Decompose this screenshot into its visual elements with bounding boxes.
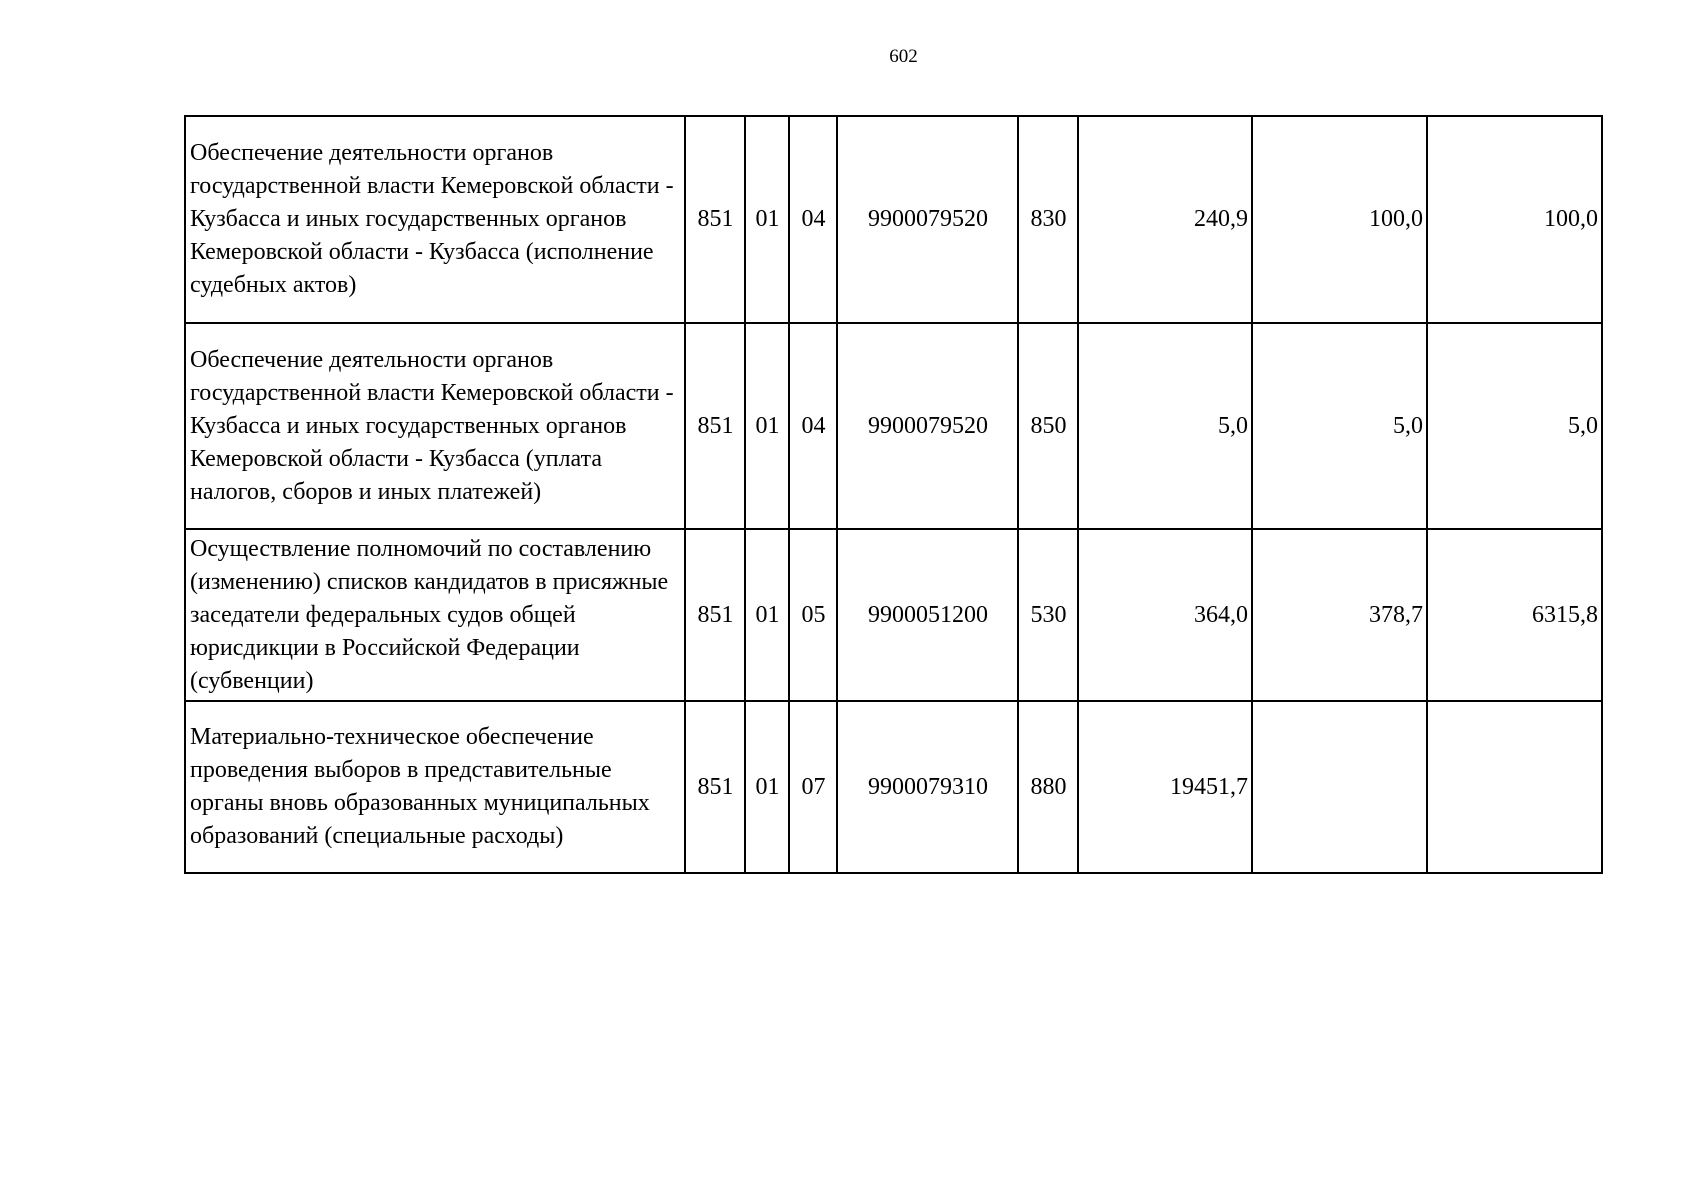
section-code: 01 — [745, 116, 789, 323]
amount-year1: 364,0 — [1078, 529, 1252, 701]
ministry-code: 851 — [685, 323, 745, 529]
subsection-code: 05 — [789, 529, 837, 701]
page-number: 602 — [889, 46, 918, 67]
amount-year2 — [1252, 701, 1427, 873]
amount-year1: 240,9 — [1078, 116, 1252, 323]
row-description: Обеспечение деятельности органов государственной власти Кемеровской области - Кузбасса и иных государственных органов Кемеровской области - Кузбасса (исполнение судебных актов) — [185, 116, 685, 323]
expense-type-code: 530 — [1018, 529, 1078, 701]
expense-type-code: 880 — [1018, 701, 1078, 873]
subsection-code: 07 — [789, 701, 837, 873]
amount-year1: 5,0 — [1078, 323, 1252, 529]
target-article-code: 9900079520 — [837, 116, 1018, 323]
amount-year3: 5,0 — [1427, 323, 1602, 529]
row-description: Материально-техническое обеспечение проведения выборов в представительные органы вновь образованных муниципальных образований (специальные расходы) — [185, 701, 685, 873]
expense-type-code: 830 — [1018, 116, 1078, 323]
target-article-code: 9900079520 — [837, 323, 1018, 529]
amount-year2: 100,0 — [1252, 116, 1427, 323]
amount-year2: 5,0 — [1252, 323, 1427, 529]
row-description: Обеспечение деятельности органов государственной власти Кемеровской области - Кузбасса и иных государственных органов Кемеровской области - Кузбасса (уплата налогов, сборов и иных платежей) — [185, 323, 685, 529]
table-row — [185, 116, 1602, 323]
budget-table — [184, 115, 1603, 874]
target-article-code: 9900051200 — [837, 529, 1018, 701]
subsection-code: 04 — [789, 323, 837, 529]
amount-year2: 378,7 — [1252, 529, 1427, 701]
section-code: 01 — [745, 701, 789, 873]
target-article-code: 9900079310 — [837, 701, 1018, 873]
ministry-code: 851 — [685, 116, 745, 323]
amount-year3 — [1427, 701, 1602, 873]
amount-year3: 100,0 — [1427, 116, 1602, 323]
table-row — [185, 323, 1602, 529]
section-code: 01 — [745, 323, 789, 529]
row-description: Осуществление полномочий по составлению (изменению) списков кандидатов в присяжные заседатели федеральных судов общей юрисдикции в Российской Федерации (субвенции) — [185, 529, 685, 701]
table-row — [185, 529, 1602, 701]
section-code: 01 — [745, 529, 789, 701]
amount-year3: 6315,8 — [1427, 529, 1602, 701]
ministry-code: 851 — [685, 701, 745, 873]
expense-type-code: 850 — [1018, 323, 1078, 529]
table-row — [185, 701, 1602, 873]
ministry-code: 851 — [685, 529, 745, 701]
amount-year1: 19451,7 — [1078, 701, 1252, 873]
subsection-code: 04 — [789, 116, 837, 323]
